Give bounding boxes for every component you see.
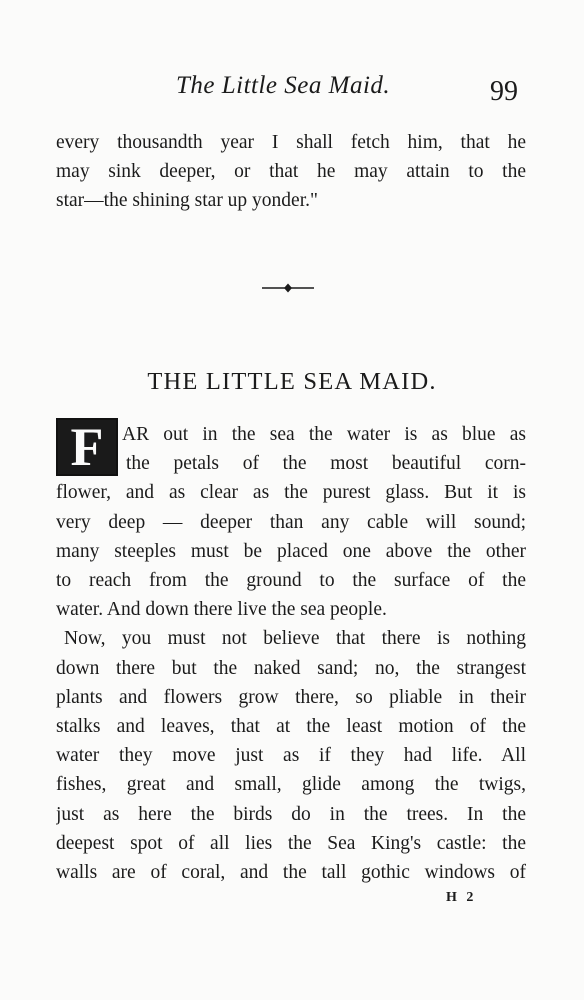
text-line: many steeples must be placed one above the other [56,540,526,562]
text-line: star—the shining star up yonder." [56,190,318,212]
text-line: AR out in the sea the water is as blue as [122,424,526,445]
text-line: may sink deeper, or that he may attain to the [56,161,526,183]
diamond-rule-ornament-icon [262,282,314,294]
text-line: walls are of coral, and the tall gothic windows of [56,861,526,883]
text-line: Now, you must not believe that there is nothing [64,628,526,650]
text-line: water they move just as if they had life. All [56,745,526,767]
previous-story-ending [56,128,526,216]
text-line: plants and flowers grow there, so pliable in their [56,686,526,708]
dropcap-letter: F [70,417,104,477]
running-title: The Little Sea Maid. [176,72,391,99]
chapter-title: THE LITTLE SEA MAID. [147,368,437,395]
signature-mark: H 2 [446,890,477,905]
text-line: water. And down there live the sea people. [56,599,387,621]
page-number: 99 [490,76,518,107]
paragraph-2 [56,624,526,887]
text-line: flower, and as clear as the purest glass. But it is [56,482,526,504]
text-line: the petals of the most beautiful corn- [126,453,526,475]
text-line: to reach from the ground to the surface of the [56,569,526,591]
paragraph-1 [56,417,526,624]
text-line: very deep — deeper than any cable will sound; [56,511,526,533]
text-line: every thousandth year I shall fetch him, that he [56,132,526,153]
text-line: stalks and leaves, that at the least motion of the [56,715,526,737]
text-line: deepest spot of all lies the Sea King's castle: the [56,832,526,854]
text-line: down there but the naked sand; no, the strangest [56,657,526,679]
text-line: fishes, great and small, glide among the twigs, [56,774,526,796]
text-line: just as here the birds do in the trees. In the [56,803,526,825]
